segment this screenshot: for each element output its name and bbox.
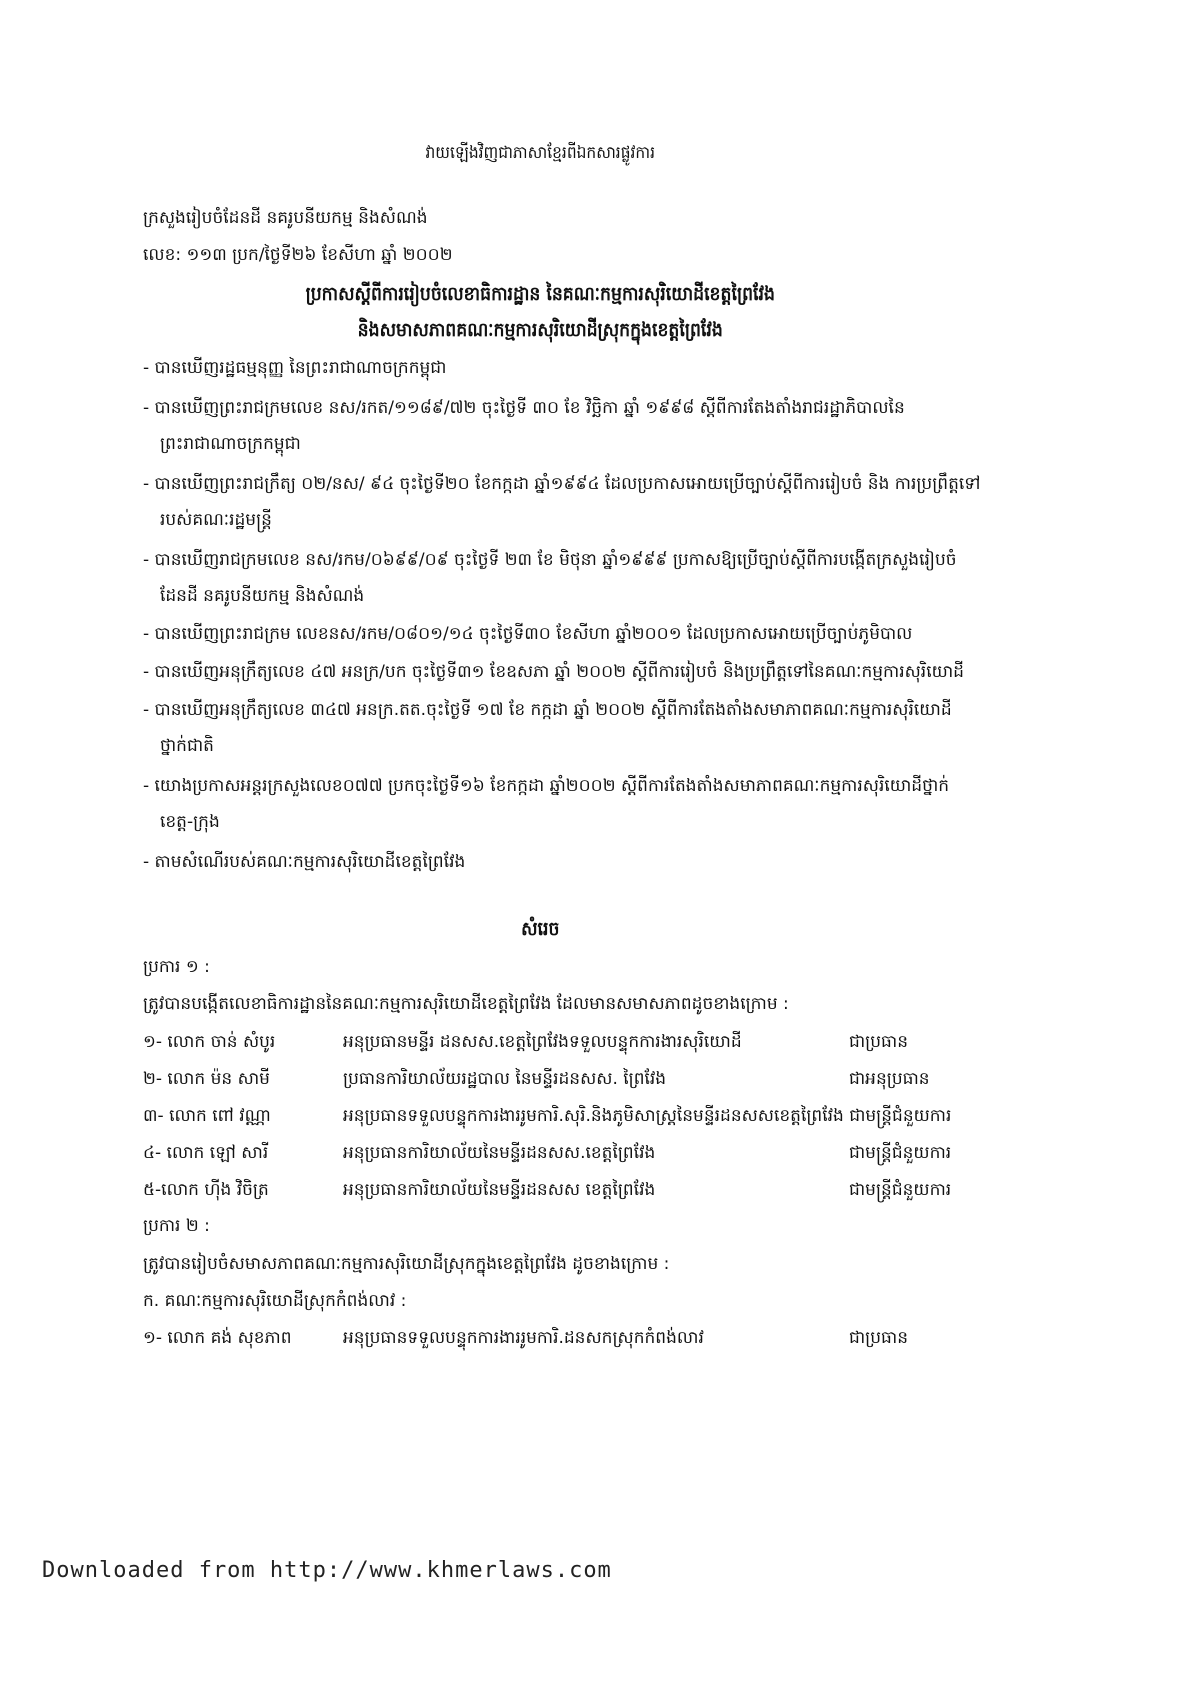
member-role: ជាមន្ត្រីជំនួយការ <box>849 1143 952 1163</box>
member-name: ៥-លោក ហ៊ីង វិចិត្រ <box>143 1180 269 1200</box>
member-row <box>143 1067 1073 1095</box>
article-2-label: ប្រការ ២ : <box>143 1216 210 1236</box>
document-title-line2: និងសមាសភាពគណៈកម្មការសុរិយោដីស្រុកក្នុងខេត្តព្រៃវែង <box>357 319 723 341</box>
member-row <box>143 1178 1073 1206</box>
preamble-item-continuation: ដែនដី នគរូបនីយកម្ម និងសំណង់ <box>160 586 365 606</box>
preamble-item: - បានឃើញអនុក្រឹត្យលេខ ៤៧ អនក្រ/បក ចុះថ្ងៃទី៣១ ខែឧសភា ឆ្នាំ ២០០២ ស្តីពីការរៀបចំ និងប្រព្រឹត្តទៅនៃគណៈកម្មការសុរិយោដី <box>143 662 964 682</box>
member-position: អនុប្រធានការិយាល័យនៃមន្ទីរដនសស ខេត្តព្រៃវែង <box>343 1180 656 1200</box>
member-position: អនុប្រធានការិយាល័យនៃមន្ទីរដនសស.ខេត្តព្រៃវែង <box>343 1143 656 1163</box>
preamble-item: - យោងប្រកាសអន្តរក្រសួងលេខ០៧៧ ប្រកចុះថ្ងៃទី១៦ ខែកក្កដា ឆ្នាំ២០០២ ស្តីពីការតែងតាំងសមាភាពគណៈកម្មការសុរិយោដីថ្នាក់ <box>143 776 950 796</box>
member-position: អនុប្រធានទទួលបន្ទុកការងាររូមការិ.ដនសកស្រុកកំពង់លាវ <box>343 1328 704 1348</box>
member-position: អនុប្រធានទទួលបន្ទុកការងាររូមការិ.សុរិ.និងភូមិសាស្ត្រនៃមន្ទីរដនសសខេត្តព្រៃវែង ជាមន្ត្រីជំនួយការ <box>343 1106 952 1126</box>
preamble-item-continuation: របស់គណៈរដ្ឋមន្ត្រី <box>160 510 272 530</box>
preamble-item: - បានឃើញរាជក្រមលេខ នស/រកម/០៦៩៩/០៩ ចុះថ្ងៃទី ២៣ ខែ មិថុនា ឆ្នាំ១៩៩៩ ប្រកាសឱ្យប្រើច្បាប់ស្តីពីការបង្កើតក្រសួងរៀបចំ <box>143 550 957 570</box>
member-name: ១- លោក គង់ សុខភាព <box>143 1328 292 1348</box>
member-role: ជាអនុប្រធាន <box>849 1069 930 1089</box>
ministry-name: ក្រសួងរៀបចំដែនដី នគរូបនីយកម្ម និងសំណង់ <box>143 208 428 228</box>
member-row <box>143 1141 1073 1169</box>
member-role: ជាមន្ត្រីជំនួយការ <box>849 1180 952 1200</box>
document-title-line1: ប្រកាសស្តីពីការរៀបចំលេខាធិការដ្ឋាន នៃគណៈកម្មការសុរិយោដីខេត្តព្រៃវែង <box>305 283 775 305</box>
preamble-item: - បានឃើញរដ្ឋធម្មនុញ្ញ នៃព្រះរាជាណាចក្រកម្ពុជា <box>143 358 447 378</box>
preamble-item: - បានឃើញព្រះរាជក្រមលេខ នស/រកត/១១៨៩/៧២ ចុះថ្ងៃទី ៣០ ខែ វិច្ឆិកា ឆ្នាំ ១៩៩៨ ស្តីពីការតែងតាំងរាជរដ្ឋាភិបាលនៃ <box>143 398 905 418</box>
reference-number: លេខ: ១១៣ ប្រក/ថ្ងៃទី២៦ ខែសីហា ឆ្នាំ ២០០២ <box>143 245 453 265</box>
preamble-item-continuation: ព្រះរាជាណាចក្រកម្ពុជា <box>160 434 301 454</box>
preamble-item-continuation: ខេត្ត-ក្រុង <box>160 812 220 832</box>
preamble-item-continuation: ថ្នាក់ជាតិ <box>160 736 214 756</box>
article-2-intro: ត្រូវបានរៀបចំសមាសភាពគណៈកម្មការសុរិយោដីស្រុកក្នុងខេត្តព្រៃវែង ដូចខាងក្រោម : <box>143 1254 670 1274</box>
article-1-label: ប្រការ ១ : <box>143 957 210 977</box>
member-name: ៤- លោក ឡៅ សារី <box>143 1143 269 1163</box>
preamble-item: - បានឃើញព្រះរាជក្រម លេខនស/រកម/០៨០១/១៤ ចុះថ្ងៃទី៣០ ខែសីហា ឆ្នាំ២០០១ ដែលប្រកាសអោយប្រើច្បាប់ភូមិបាល <box>143 624 913 644</box>
preamble-item: - បានឃើញព្រះរាជក្រឹត្យ ០២/នស/ ៩៤ ចុះថ្ងៃទី២០ ខែកក្កដា ឆ្នាំ១៩៩៤ ដែលប្រកាសអោយប្រើច្បាប់ស្តីពីការរៀបចំ និង ការប្រព្រឹត្តទៅ <box>143 474 981 494</box>
preamble-item: - តាមសំណើរបស់គណៈកម្មការសុរិយោដីខេត្តព្រៃវែង <box>143 852 466 872</box>
member-role: ជាប្រធាន <box>849 1032 909 1052</box>
member-position: អនុប្រធានមន្ទីរ ដនសស.ខេត្តព្រៃវែងទទួលបន្ទុកការងារសុរិយោដី <box>343 1032 742 1052</box>
top-note: វាយឡើងវិញជាភាសាខ្មែរពីឯកសារផ្លូវការ <box>425 143 656 163</box>
member-row <box>143 1104 1073 1132</box>
member-row <box>143 1326 1073 1354</box>
member-row <box>143 1030 1073 1058</box>
member-position: ប្រធានការិយាល័យរដ្ឋបាល នៃមន្ទីរដនសស. ព្រៃវែង <box>343 1069 667 1089</box>
member-name: ៣- លោក ពៅ វណ្ណា <box>143 1106 271 1126</box>
download-footer: Downloaded from http://www.khmerlaws.com <box>42 1558 612 1583</box>
preamble-item: - បានឃើញអនុក្រឹត្យលេខ ៣៤៧ អនក្រ.តត.ចុះថ្ងៃទី ១៧ ខែ កក្កដា ឆ្នាំ ២០០២ ស្តីពីការតែងតាំងសមាភាពគណៈកម្មការសុរិយោដី <box>143 700 952 720</box>
decision-heading: សំរេច <box>521 918 560 940</box>
article-1-intro: ត្រូវបានបង្កើតលេខាធិការដ្ឋាននៃគណៈកម្មការសុរិយោដីខេត្តព្រៃវែង ដែលមានសមាសភាពដូចខាងក្រោម : <box>143 994 789 1014</box>
member-role: ជាប្រធាន <box>849 1328 909 1348</box>
member-name: ១- លោក ចាន់ សំបូរ <box>143 1032 276 1052</box>
member-name: ២- លោក ម៉ន សាមី <box>143 1069 270 1089</box>
article-2-subsection: ក. គណៈកម្មការសុរិយោដីស្រុកកំពង់លាវ : <box>143 1291 407 1311</box>
